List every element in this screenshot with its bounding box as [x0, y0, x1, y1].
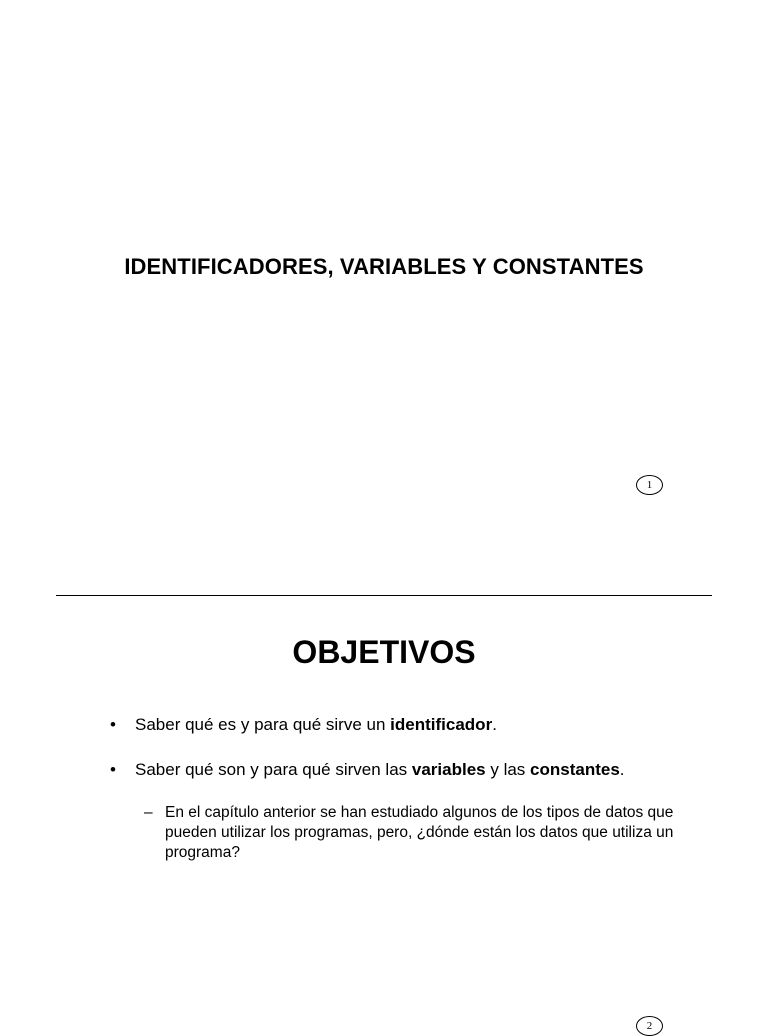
bullet-bold-term: variables	[411, 760, 486, 779]
bullet-text: Saber qué es y para qué sirve un	[135, 715, 391, 734]
sub-bullet-marker: –	[144, 804, 153, 821]
bullet-marker: •	[110, 760, 116, 779]
bullet-text: .	[492, 715, 497, 734]
slide-divider	[56, 595, 712, 596]
page-number-badge: 2	[636, 1016, 663, 1036]
bullet-item	[110, 759, 625, 781]
bullet-bold-term: identificador	[390, 715, 493, 734]
bullet-marker: •	[110, 715, 116, 734]
page-number-badge: 1	[636, 475, 663, 495]
slide-title: IDENTIFICADORES, VARIABLES Y CONSTANTES	[124, 254, 644, 279]
slide-title: OBJETIVOS	[292, 634, 476, 670]
sub-bullet-item	[144, 803, 684, 863]
sub-bullet-text: En el capítulo anterior se han estudiado algunos de los tipos de datos que pueden utilizar los programas, pero, ¿dónde están los datos que utiliza un programa?	[165, 804, 674, 861]
bullet-item	[110, 714, 497, 736]
bullet-text: y las	[485, 760, 531, 779]
bullet-bold-term: constantes	[530, 760, 620, 779]
bullet-text: Saber qué son y para qué sirven las	[135, 760, 412, 779]
bullet-text: .	[619, 760, 625, 779]
